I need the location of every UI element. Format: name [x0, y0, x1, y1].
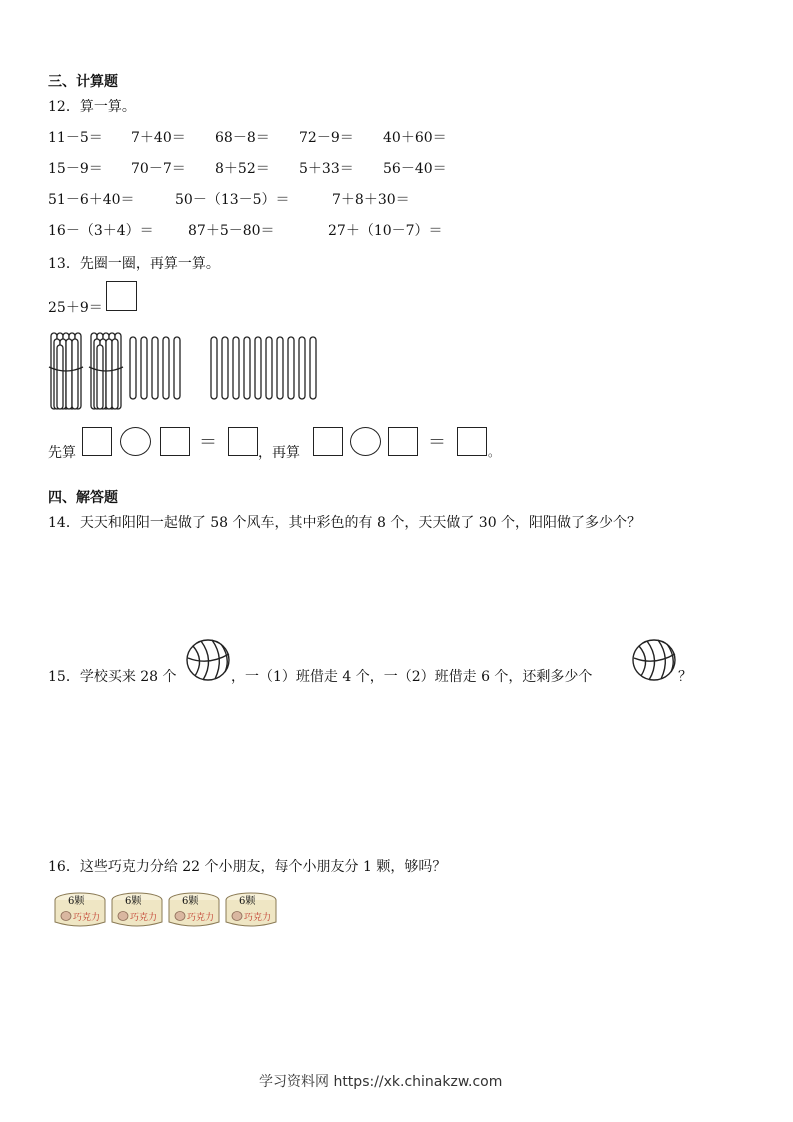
- section-title-calc: 三、计算题: [48, 74, 118, 90]
- expr: 5＋33＝: [299, 161, 354, 177]
- equals-sign: ＝: [199, 432, 217, 453]
- expr: 15－9＝: [48, 161, 103, 177]
- answer-box[interactable]: [313, 427, 343, 456]
- expr: 70－7＝: [131, 161, 186, 177]
- question-15-part1: 15．学校买来 28 个: [48, 669, 177, 685]
- chocolate-box: 6颗 巧克力: [167, 890, 221, 930]
- chocolate-box: 6颗 巧克力: [53, 890, 107, 930]
- question-14: 14．天天和阳阳一起做了 58 个风车，其中彩色的有 8 个，天天做了 30 个，阳阳做了多少个？: [48, 515, 642, 531]
- expr: 11－5＝: [48, 130, 103, 146]
- question-15-part2: ，一（1）班借走 4 个，一（2）班借走 6 个，还剩多少个: [231, 669, 593, 685]
- answer-box[interactable]: [106, 281, 137, 311]
- expr: 8＋52＝: [215, 161, 270, 177]
- expr: 87＋5－80＝: [188, 223, 275, 239]
- answer-box[interactable]: [228, 427, 258, 456]
- ball-icon: [631, 638, 677, 682]
- expr: 7＋40＝: [131, 130, 186, 146]
- expr: 27＋（10－7）＝: [328, 223, 443, 239]
- operator-circle[interactable]: [350, 427, 381, 456]
- second-calc-label: ，再算: [258, 445, 300, 461]
- expr: 56－40＝: [383, 161, 447, 177]
- question-13-prompt: 13．先圈一圈，再算一算。: [48, 256, 220, 272]
- period: 。: [488, 445, 501, 459]
- question-16: 16．这些巧克力分给 22 个小朋友，每个小朋友分 1 颗，够吗？: [48, 859, 447, 875]
- section-title-word-problems: 四、解答题: [48, 490, 118, 506]
- expr: 51－6＋40＝: [48, 192, 135, 208]
- question-12-prompt: 12．算一算。: [48, 99, 136, 115]
- answer-box[interactable]: [457, 427, 487, 456]
- chocolate-box: 6颗 巧克力: [110, 890, 164, 930]
- answer-box[interactable]: [82, 427, 112, 456]
- expr: 50－（13－5）＝: [175, 192, 290, 208]
- equals-sign: ＝: [428, 432, 446, 453]
- chocolate-boxes: [53, 890, 283, 932]
- footer-watermark[interactable]: 学习资料网 https://xk.chinakzw.com: [259, 1074, 503, 1090]
- stick-bundle: [89, 333, 123, 409]
- chocolate-box: 6颗 巧克力: [224, 890, 278, 930]
- sticks-illustration: [44, 325, 334, 415]
- question-15-part3: ？: [678, 669, 692, 685]
- expr: 40＋60＝: [383, 130, 447, 146]
- first-calc-label: 先算: [48, 445, 76, 461]
- question-13-expression: 25＋9＝: [48, 300, 103, 316]
- operator-circle[interactable]: [120, 427, 151, 456]
- expr: 68－8＝: [215, 130, 270, 146]
- ball-icon: [185, 638, 231, 682]
- expr: 16－（3＋4）＝: [48, 223, 154, 239]
- expr: 7＋8＋30＝: [332, 192, 410, 208]
- expr: 72－9＝: [299, 130, 354, 146]
- answer-box[interactable]: [160, 427, 190, 456]
- answer-box[interactable]: [388, 427, 418, 456]
